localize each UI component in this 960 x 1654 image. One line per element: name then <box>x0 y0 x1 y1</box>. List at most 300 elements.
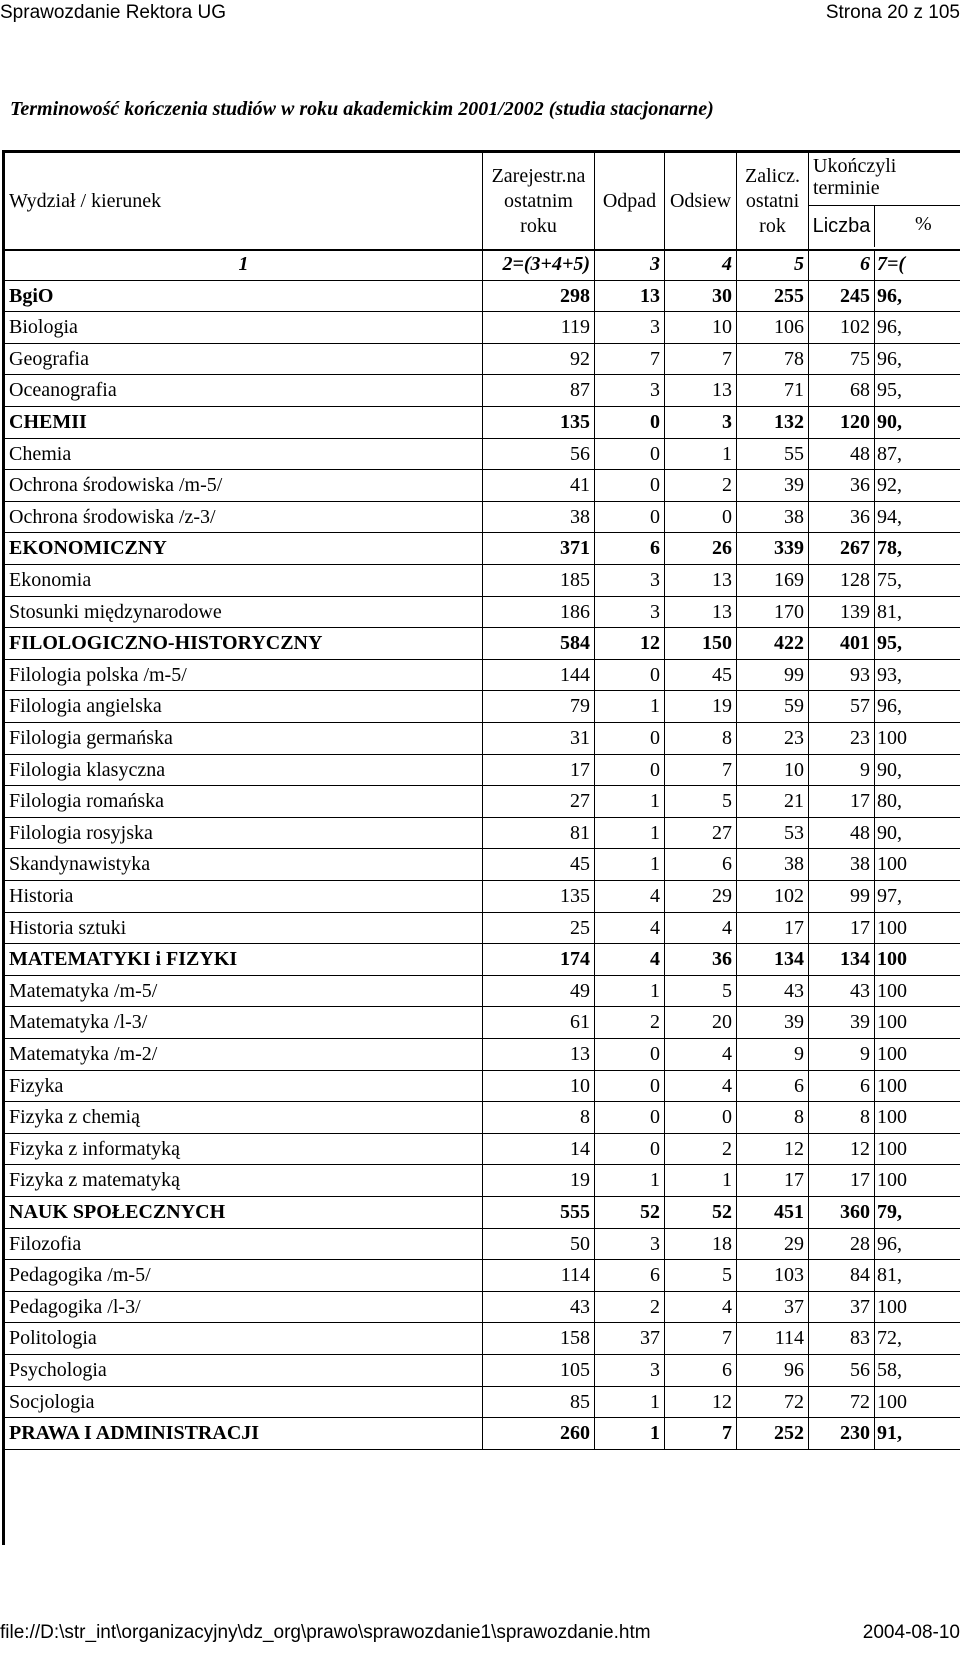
row-value: 6 <box>595 1260 665 1291</box>
row-value: 18 <box>665 1229 737 1260</box>
row-value: 28 <box>809 1229 875 1260</box>
row-value: 6 <box>809 249 875 280</box>
row-label: Matematyka /m-2/ <box>5 1039 483 1070</box>
row-value: 36 <box>665 944 737 975</box>
row-value: 100 <box>875 1387 960 1418</box>
row-value: 7 <box>665 1418 737 1449</box>
table-row <box>5 1165 960 1197</box>
row-value: 0 <box>595 470 665 501</box>
row-value: 4 <box>595 881 665 912</box>
row-value: 0 <box>595 1071 665 1102</box>
row-value: 8 <box>809 1102 875 1133</box>
row-value: 91, <box>875 1418 960 1449</box>
row-value: 114 <box>483 1260 595 1291</box>
row-value: 93, <box>875 660 960 691</box>
row-value: 75 <box>809 344 875 375</box>
row-label: Historia <box>5 881 483 912</box>
row-value: 90, <box>875 755 960 786</box>
row-value: 43 <box>809 976 875 1007</box>
row-label: Filologia rosyjska <box>5 818 483 849</box>
row-value: 3 <box>665 407 737 438</box>
row-value: 1 <box>595 786 665 817</box>
row-value: 90, <box>875 818 960 849</box>
row-value: 96, <box>875 691 960 722</box>
row-value: 2 <box>595 1292 665 1323</box>
row-value: 43 <box>483 1292 595 1323</box>
row-value: 100 <box>875 849 960 880</box>
row-label: Matematyka /l-3/ <box>5 1007 483 1038</box>
row-value: 4 <box>665 1071 737 1102</box>
row-value: 139 <box>809 597 875 628</box>
row-label: Filologia germańska <box>5 723 483 754</box>
row-label: Biologia <box>5 312 483 343</box>
row-value: 134 <box>737 944 809 975</box>
row-label: Pedagogika /l-3/ <box>5 1292 483 1323</box>
table-row <box>5 849 960 881</box>
row-value: 37 <box>595 1323 665 1354</box>
row-value: 71 <box>737 375 809 406</box>
table-row <box>5 597 960 629</box>
row-value: 2 <box>595 1007 665 1038</box>
row-label: Filologia romańska <box>5 786 483 817</box>
row-value: 72 <box>737 1387 809 1418</box>
row-value: 17 <box>483 755 595 786</box>
row-value: 584 <box>483 628 595 659</box>
row-label: Fizyka z informatyką <box>5 1134 483 1165</box>
row-value: 21 <box>737 786 809 817</box>
row-value: 3 <box>595 597 665 628</box>
row-value: 31 <box>483 723 595 754</box>
row-value: 100 <box>875 913 960 944</box>
row-value: 39 <box>737 1007 809 1038</box>
row-value: 78 <box>737 344 809 375</box>
row-value: 12 <box>665 1387 737 1418</box>
row-value: 3 <box>595 1355 665 1386</box>
row-value: 4 <box>665 1292 737 1323</box>
table-row <box>5 723 960 755</box>
row-value: 13 <box>595 281 665 312</box>
row-label: BgiO <box>5 281 483 312</box>
row-value: 6 <box>737 1071 809 1102</box>
row-label: Fizyka z chemią <box>5 1102 483 1133</box>
row-value: 260 <box>483 1418 595 1449</box>
row-value: 128 <box>809 565 875 596</box>
header-dropout: Odpad <box>595 153 665 249</box>
row-value: 9 <box>809 1039 875 1070</box>
row-label: Ochrona środowiska /m-5/ <box>5 470 483 501</box>
row-value: 79 <box>483 691 595 722</box>
header-completed: Ukończyli terminie <box>813 155 897 199</box>
table-row <box>5 1260 960 1292</box>
row-value: 68 <box>809 375 875 406</box>
row-label: Socjologia <box>5 1387 483 1418</box>
row-value: 135 <box>483 407 595 438</box>
row-value: 158 <box>483 1323 595 1354</box>
row-label: Ochrona środowiska /z-3/ <box>5 502 483 533</box>
row-label: MATEMATYKI i FIZYKI <box>5 944 483 975</box>
row-value: 8 <box>665 723 737 754</box>
row-value: 59 <box>737 691 809 722</box>
row-label: Historia sztuki <box>5 913 483 944</box>
row-value: 10 <box>737 755 809 786</box>
row-value: 105 <box>483 1355 595 1386</box>
row-value: 6 <box>665 849 737 880</box>
faculty-row <box>5 1197 960 1229</box>
row-label: NAUK SPOŁECZNYCH <box>5 1197 483 1228</box>
row-value: 38 <box>737 502 809 533</box>
row-value: 100 <box>875 723 960 754</box>
table-row <box>5 881 960 913</box>
row-value: 100 <box>875 976 960 1007</box>
row-value: 4 <box>665 1039 737 1070</box>
row-label: Ekonomia <box>5 565 483 596</box>
row-value: 87, <box>875 439 960 470</box>
row-value: 61 <box>483 1007 595 1038</box>
table-row <box>5 375 960 407</box>
row-value: 0 <box>595 1134 665 1165</box>
row-value: 1 <box>595 976 665 1007</box>
row-value: 100 <box>875 1102 960 1133</box>
header-registered: Zarejestr.na ostatnim roku <box>483 153 595 249</box>
row-value: 134 <box>809 944 875 975</box>
row-value: 36 <box>809 502 875 533</box>
row-label: Stosunki międzynarodowe <box>5 597 483 628</box>
row-value: 100 <box>875 1134 960 1165</box>
row-value: 339 <box>737 533 809 564</box>
row-value: 37 <box>809 1292 875 1323</box>
row-value: 13 <box>665 597 737 628</box>
faculty-row <box>5 944 960 976</box>
row-value: 5 <box>665 976 737 1007</box>
row-value: 0 <box>595 755 665 786</box>
row-value: 13 <box>665 565 737 596</box>
row-value: 85 <box>483 1387 595 1418</box>
row-value: 55 <box>737 439 809 470</box>
table-row <box>5 1292 960 1324</box>
row-value: 79, <box>875 1197 960 1228</box>
row-value: 17 <box>737 1165 809 1196</box>
row-value: 255 <box>737 281 809 312</box>
row-label: Matematyka /m-5/ <box>5 976 483 1007</box>
row-value: 39 <box>809 1007 875 1038</box>
row-value: 555 <box>483 1197 595 1228</box>
row-value: 72 <box>809 1387 875 1418</box>
row-value: 4 <box>595 944 665 975</box>
row-value: 48 <box>809 439 875 470</box>
table-row <box>5 1039 960 1071</box>
row-label: Chemia <box>5 439 483 470</box>
row-value: 45 <box>483 849 595 880</box>
row-value: 41 <box>483 470 595 501</box>
row-value: 0 <box>665 502 737 533</box>
table-row <box>5 312 960 344</box>
header-count: Liczba <box>809 205 875 247</box>
row-label: Geografia <box>5 344 483 375</box>
row-value: 106 <box>737 312 809 343</box>
row-label: Filologia angielska <box>5 691 483 722</box>
row-value: 0 <box>595 439 665 470</box>
row-value: 26 <box>665 533 737 564</box>
row-value: 58, <box>875 1355 960 1386</box>
row-value: 81, <box>875 597 960 628</box>
row-value: 27 <box>483 786 595 817</box>
row-value: 170 <box>737 597 809 628</box>
row-value: 2 <box>665 1134 737 1165</box>
row-value: 10 <box>665 312 737 343</box>
row-value: 92, <box>875 470 960 501</box>
row-value: 72, <box>875 1323 960 1354</box>
row-value: 0 <box>595 1102 665 1133</box>
row-value: 56 <box>809 1355 875 1386</box>
row-value: 95, <box>875 628 960 659</box>
row-value: 3 <box>595 565 665 596</box>
row-value: 0 <box>595 1039 665 1070</box>
row-label: Oceanografia <box>5 375 483 406</box>
row-label: 1 <box>5 249 483 280</box>
row-value: 38 <box>483 502 595 533</box>
row-value: 1 <box>595 849 665 880</box>
row-value: 1 <box>595 1418 665 1449</box>
row-value: 100 <box>875 1039 960 1070</box>
row-value: 7 <box>665 755 737 786</box>
row-value: 25 <box>483 913 595 944</box>
row-value: 57 <box>809 691 875 722</box>
row-value: 371 <box>483 533 595 564</box>
row-value: 100 <box>875 944 960 975</box>
row-value: 6 <box>595 533 665 564</box>
row-value: 0 <box>595 660 665 691</box>
row-value: 81 <box>483 818 595 849</box>
table-row <box>5 1387 960 1419</box>
row-value: 36 <box>809 470 875 501</box>
table-row <box>5 344 960 376</box>
row-value: 230 <box>809 1418 875 1449</box>
row-value: 119 <box>483 312 595 343</box>
table-row <box>5 691 960 723</box>
row-value: 9 <box>809 755 875 786</box>
row-value: 17 <box>809 786 875 817</box>
row-value: 2 <box>665 470 737 501</box>
row-value: 135 <box>483 881 595 912</box>
row-value: 29 <box>737 1229 809 1260</box>
row-value: 19 <box>483 1165 595 1196</box>
page-header-left: Sprawozdanie Rektora UG <box>0 2 226 23</box>
row-value: 14 <box>483 1134 595 1165</box>
row-label: Skandynawistyka <box>5 849 483 880</box>
table-row <box>5 1007 960 1039</box>
row-value: 23 <box>737 723 809 754</box>
row-value: 102 <box>809 312 875 343</box>
header-credited: Zalicz. ostatni rok <box>737 153 809 249</box>
row-value: 99 <box>809 881 875 912</box>
row-value: 87 <box>483 375 595 406</box>
row-label: Filozofia <box>5 1229 483 1260</box>
row-value: 1 <box>595 1387 665 1418</box>
row-value: 298 <box>483 281 595 312</box>
table-row <box>5 755 960 787</box>
row-value: 185 <box>483 565 595 596</box>
row-label: FILOLOGICZNO-HISTORYCZNY <box>5 628 483 659</box>
row-value: 174 <box>483 944 595 975</box>
row-value: 6 <box>665 1355 737 1386</box>
faculty-row <box>5 1418 960 1450</box>
row-value: 132 <box>737 407 809 438</box>
row-value: 7 <box>665 1323 737 1354</box>
table-row <box>5 660 960 692</box>
row-value: 17 <box>809 1165 875 1196</box>
row-value: 29 <box>665 881 737 912</box>
page-header-right: Strona 20 z 105 <box>825 2 960 23</box>
table-row <box>5 1134 960 1166</box>
row-label: Filologia polska /m-5/ <box>5 660 483 691</box>
row-value: 12 <box>809 1134 875 1165</box>
table-row <box>5 786 960 818</box>
row-value: 100 <box>875 1292 960 1323</box>
row-value: 94, <box>875 502 960 533</box>
row-value: 6 <box>809 1071 875 1102</box>
row-value: 1 <box>595 691 665 722</box>
row-value: 95, <box>875 375 960 406</box>
row-value: 52 <box>665 1197 737 1228</box>
row-value: 13 <box>483 1039 595 1070</box>
row-value: 96, <box>875 312 960 343</box>
row-value: 96 <box>737 1355 809 1386</box>
row-value: 97, <box>875 881 960 912</box>
row-value: 3 <box>595 1229 665 1260</box>
row-value: 96, <box>875 281 960 312</box>
header-faculty: Wydział / kierunek <box>5 153 483 249</box>
table-header <box>5 153 960 251</box>
row-value: 144 <box>483 660 595 691</box>
row-value: 12 <box>737 1134 809 1165</box>
table-row <box>5 1323 960 1355</box>
table-row <box>5 1071 960 1103</box>
faculty-row <box>5 281 960 313</box>
table-row <box>5 818 960 850</box>
row-value: 1 <box>595 818 665 849</box>
row-value: 7 <box>665 344 737 375</box>
row-value: 78, <box>875 533 960 564</box>
row-label: Fizyka z matematyką <box>5 1165 483 1196</box>
row-value: 114 <box>737 1323 809 1354</box>
row-value: 96, <box>875 344 960 375</box>
row-value: 17 <box>809 913 875 944</box>
header-screening: Odsiew <box>665 153 737 249</box>
row-value: 0 <box>595 723 665 754</box>
row-value: 100 <box>875 1007 960 1038</box>
row-value: 38 <box>809 849 875 880</box>
row-value: 9 <box>737 1039 809 1070</box>
row-value: 7=( <box>875 249 960 280</box>
row-value: 43 <box>737 976 809 1007</box>
row-value: 245 <box>809 281 875 312</box>
row-value: 1 <box>665 1165 737 1196</box>
row-value: 20 <box>665 1007 737 1038</box>
row-value: 81, <box>875 1260 960 1291</box>
row-value: 8 <box>483 1102 595 1133</box>
row-label: PRAWA I ADMINISTRACJI <box>5 1418 483 1449</box>
row-value: 56 <box>483 439 595 470</box>
faculty-row <box>5 628 960 660</box>
row-value: 5 <box>737 249 809 280</box>
row-value: 53 <box>737 818 809 849</box>
row-value: 93 <box>809 660 875 691</box>
row-label: Pedagogika /m-5/ <box>5 1260 483 1291</box>
row-value: 103 <box>737 1260 809 1291</box>
completion-table <box>2 150 960 1545</box>
row-value: 19 <box>665 691 737 722</box>
row-value: 0 <box>595 502 665 533</box>
row-value: 4 <box>595 913 665 944</box>
row-value: 1 <box>595 1165 665 1196</box>
row-value: 96, <box>875 1229 960 1260</box>
row-value: 83 <box>809 1323 875 1354</box>
table-row <box>5 439 960 471</box>
row-value: 90, <box>875 407 960 438</box>
row-value: 3 <box>595 375 665 406</box>
row-value: 0 <box>595 407 665 438</box>
row-value: 45 <box>665 660 737 691</box>
faculty-row <box>5 407 960 439</box>
row-value: 8 <box>737 1102 809 1133</box>
row-label: Filologia klasyczna <box>5 755 483 786</box>
row-value: 49 <box>483 976 595 1007</box>
row-value: 3 <box>595 249 665 280</box>
row-value: 186 <box>483 597 595 628</box>
row-value: 422 <box>737 628 809 659</box>
row-value: 30 <box>665 281 737 312</box>
table-row <box>5 565 960 597</box>
row-value: 100 <box>875 1165 960 1196</box>
row-value: 401 <box>809 628 875 659</box>
faculty-row <box>5 533 960 565</box>
row-value: 2=(3+4+5) <box>483 249 595 280</box>
row-value: 80, <box>875 786 960 817</box>
row-value: 360 <box>809 1197 875 1228</box>
row-value: 3 <box>595 312 665 343</box>
row-value: 48 <box>809 818 875 849</box>
row-value: 267 <box>809 533 875 564</box>
row-value: 17 <box>737 913 809 944</box>
row-value: 0 <box>665 1102 737 1133</box>
row-value: 451 <box>737 1197 809 1228</box>
row-value: 7 <box>595 344 665 375</box>
table-row <box>5 1355 960 1387</box>
row-value: 13 <box>665 375 737 406</box>
row-value: 99 <box>737 660 809 691</box>
row-value: 37 <box>737 1292 809 1323</box>
row-value: 84 <box>809 1260 875 1291</box>
row-value: 75, <box>875 565 960 596</box>
table-row <box>5 976 960 1008</box>
row-label: Politologia <box>5 1323 483 1354</box>
row-value: 52 <box>595 1197 665 1228</box>
row-value: 100 <box>875 1071 960 1102</box>
row-value: 27 <box>665 818 737 849</box>
column-numbers-row <box>5 249 960 281</box>
row-value: 150 <box>665 628 737 659</box>
row-value: 120 <box>809 407 875 438</box>
header-percent: % <box>915 213 932 235</box>
row-label: Psychologia <box>5 1355 483 1386</box>
table-row <box>5 1102 960 1134</box>
row-value: 12 <box>595 628 665 659</box>
row-label: Fizyka <box>5 1071 483 1102</box>
row-value: 5 <box>665 1260 737 1291</box>
row-value: 5 <box>665 786 737 817</box>
row-value: 102 <box>737 881 809 912</box>
table-row <box>5 1229 960 1261</box>
